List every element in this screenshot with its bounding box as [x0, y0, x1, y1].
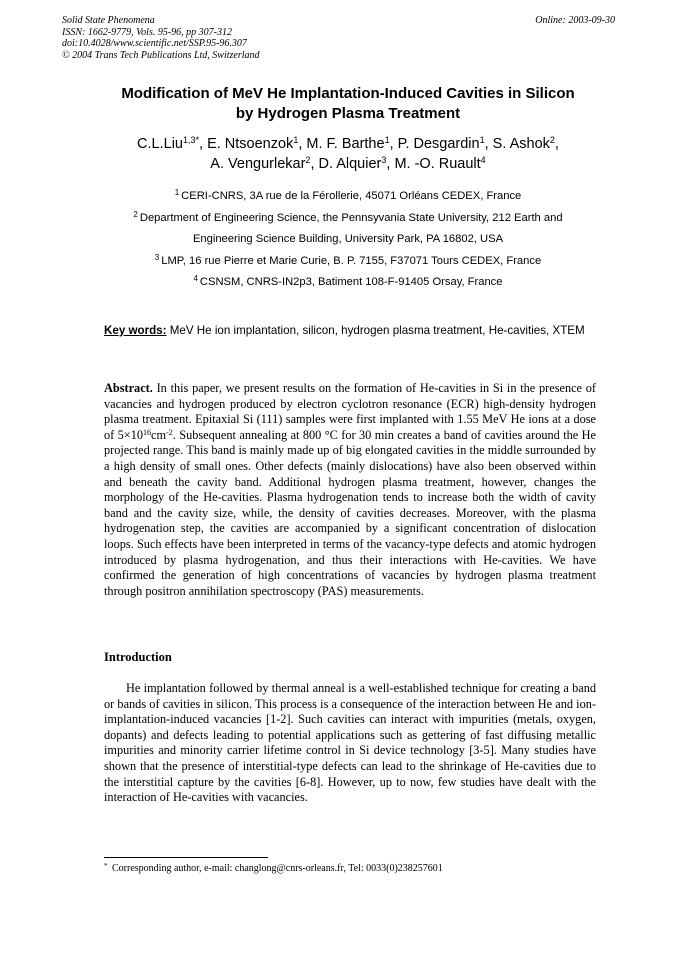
author-name: M. F. Barthe: [306, 136, 385, 152]
keywords-label: Key words:: [104, 324, 167, 337]
abstract: [104, 381, 596, 599]
author-line-1: [78, 134, 618, 154]
author-affil-marker: 1,3*: [182, 135, 199, 145]
affiliation-text: CSNSM, CNRS-IN2p3, Batiment 108-F-91405 Orsay, France: [199, 276, 503, 288]
paper-title: [90, 84, 606, 124]
abstract-text-continued: . Subsequent annealing at 800 °C for 30 min creates a band of cavities around the He projected range. This band is mainly made up of big elongated cavities in the middle surrounded by a high density of small ones. Other defects (mainly dislocations) have also been observed within and beneath the cavity band. Additional hydrogen plasma treatment, however, changes the morphology of the He-cavities. Plasma hydrogenation tends to increase both the width of cavity band and the cavity size, while, the density of cavities decreases. Moreover, with the plasma hydrogenation step, the cavities are accompanied by a significant concentration of dislocation loops. Such effects have been interpreted in terms of the vacancy-type defects and atomic hydrogen introduced by plasma hydrogenation, and thus their interactions with He-cavities. We have confirmed the generation of high concentrations of vacancies by hydrogen plasma treatment through positron annihilation spectroscopy (PAS) measurements.: [104, 427, 596, 598]
author-name: D. Alquier: [318, 156, 382, 172]
title-line-1: Modification of MeV He Implantation-Induced Cavities in Silicon: [121, 85, 575, 102]
affiliation-1: [88, 186, 608, 208]
unit-exponent: -2: [166, 427, 173, 437]
abstract-label: Abstract.: [104, 381, 153, 395]
journal-issn: ISSN: 1662-9779, Vols. 95-96, pp 307-312: [62, 26, 232, 38]
author-name: P. Desgardin: [397, 136, 480, 152]
keywords: [104, 320, 596, 341]
title-line-2: by Hydrogen Plasma Treatment: [235, 105, 461, 122]
affiliation-text: Department of Engineering Science, the Pennsyvania State University, 212 Earth and: [139, 211, 563, 224]
author-affil-marker: 2: [305, 155, 311, 165]
author-name: E. Ntsoenzok: [207, 136, 294, 152]
author-separator: ,: [199, 136, 208, 152]
journal-copyright: © 2004 Trans Tech Publications Ltd, Switzerland: [62, 49, 260, 61]
dose-exponent: 16: [143, 427, 152, 437]
keywords-text: MeV He ion implantation, silicon, hydrogen plasma treatment, He-cavities, XTEM: [166, 324, 585, 337]
author-affil-marker: 4: [480, 155, 486, 165]
author-line-2: [78, 154, 618, 174]
footnote-divider: [104, 857, 268, 858]
affiliation-number: 1: [174, 188, 180, 197]
section-heading-introduction: Introduction: [104, 650, 172, 664]
affiliation-text: CERI-CNRS, 3A rue de la Férollerie, 45071 Orléans CEDEX, France: [181, 190, 522, 202]
abstract-text: In this paper, we present results on the formation of He-cavities in Si in the presence of vacancies and hydrogen produced by electron cyclotron resonance (ECR) high-density hydrogen plasma treatment. Epitaxial Si (111) samples were first implanted with 1.55 MeV He ions at a dose of 5×10: [104, 381, 596, 442]
journal-header: [62, 15, 260, 61]
footnote-text: Corresponding author, e-mail: changlong@cnrs-orleans.fr, Tel: 0033(0)238257601: [109, 863, 443, 874]
affiliation-list: [88, 186, 608, 294]
affiliation-4: [88, 272, 608, 294]
journal-name: Solid State Phenomena: [62, 15, 155, 26]
author-name: S. Ashok: [492, 136, 550, 152]
author-separator: ,: [310, 156, 319, 172]
journal-doi: doi:10.4028/www.scientific.net/SSP.95-96.307: [62, 38, 247, 49]
affiliation-text: LMP, 16 rue Pierre et Marie Curie, B. P. 7155, F37071 Tours CEDEX, France: [161, 254, 542, 267]
author-affil-marker: 2: [549, 135, 555, 145]
author-separator: ,: [298, 136, 307, 152]
author-name: A. Vengurlekar: [210, 156, 306, 172]
affiliation-number: 3: [154, 252, 160, 262]
online-date: Online: 2003-09-30: [535, 15, 615, 26]
author-separator: ,: [484, 136, 493, 152]
author-affil-marker: 1: [384, 135, 390, 145]
affiliation-2-continued: Engineering Science Building, University Park, PA 16802, USA: [192, 233, 504, 245]
author-separator: ,: [554, 136, 559, 152]
author-affil-marker: 1: [293, 135, 299, 145]
footnote-marker: *: [104, 862, 108, 870]
author-name: M. -O. Ruault: [394, 156, 481, 172]
affiliation-number: 2: [133, 209, 138, 219]
abstract-unit: cm: [151, 427, 167, 442]
footnote: [104, 863, 443, 875]
author-separator: ,: [389, 136, 398, 152]
affiliation-2: [88, 208, 608, 230]
author-list: [78, 134, 618, 174]
affiliation-number: 4: [193, 274, 198, 283]
introduction-paragraph: He implantation followed by thermal anneal is a well-established technique for creating a band or bands of cavities in silicon. This process is a consequence of the interaction between He and ion-implantation-induced vacancies [1-2]. Such cavities can interact with impurities (metals, oxygen, dopants) and defects leading to potential applications such as gettering of fast diffusing metallic impurities and minority carrier lifetime control in Si device technology [3-5]. Many studies have shown that the presence of interstitial-type defects can lead to the shrinkage of He-cavities due to the interstitial capture by the cavities [6-8]. However, up to now, few studies have dealt with the interaction of He-cavities with vacancies.: [104, 681, 596, 805]
author-affil-marker: 1: [479, 135, 485, 145]
author-separator: ,: [386, 156, 395, 172]
affiliation-3: [88, 251, 608, 273]
author-name: C.L.Liu: [137, 136, 183, 152]
author-affil-marker: 3: [381, 155, 387, 165]
